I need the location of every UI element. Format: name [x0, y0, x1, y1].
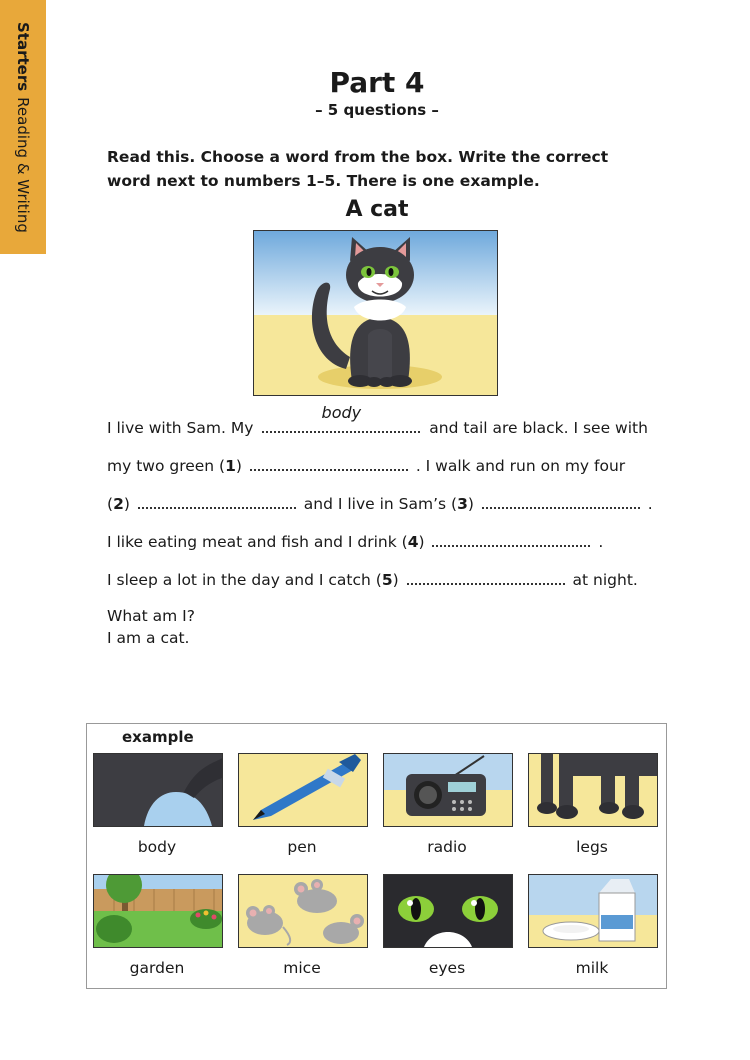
picture-garden — [93, 874, 223, 948]
story-text: I like eating meat and fish and I drink ( — [107, 533, 408, 551]
picture-legs — [528, 753, 658, 827]
story-line-5: I sleep a lot in the day and I catch (5) at night. — [107, 571, 638, 589]
picture-eyes — [383, 874, 513, 948]
word-label: pen — [287, 838, 317, 856]
word-label: body — [137, 838, 177, 856]
picture-milk — [528, 874, 658, 948]
picture-radio — [383, 753, 513, 827]
story-line-1 — [107, 403, 648, 437]
picture-body — [93, 753, 223, 827]
word-label: radio — [427, 838, 467, 856]
level-label: Starters — [14, 22, 32, 92]
word-label: mice — [283, 959, 321, 977]
story-text: I live with Sam. My — [107, 419, 254, 437]
question-number: 4 — [407, 533, 419, 551]
picture-pen — [238, 753, 368, 827]
instructions: Read this. Choose a word from the box. Write the correct word next to numbers 1–5. There is one example. — [107, 148, 609, 190]
question-number: 3 — [457, 495, 468, 513]
side-tab-text — [14, 22, 32, 233]
story-question: What am I? — [107, 607, 195, 625]
side-tab — [0, 0, 46, 254]
part-subtitle: – 5 questions – — [315, 101, 439, 119]
story-text: I sleep a lot in the day and I catch ( — [107, 571, 382, 589]
story-line-4: I like eating meat and fish and I drink (4) . — [107, 533, 604, 551]
word-label: garden — [129, 959, 185, 977]
example-answer-blank — [262, 403, 420, 433]
section-label: Reading & Writing — [14, 97, 32, 233]
story-line-3: (2) and I live in Sam’s (3) . — [107, 495, 653, 513]
answer-blank-3[interactable] — [482, 493, 640, 509]
word-label: milk — [575, 959, 609, 977]
word-label: legs — [576, 838, 608, 856]
story-text: my two green ( — [107, 457, 226, 475]
question-number: 2 — [113, 495, 124, 513]
example-label: example — [122, 728, 194, 746]
answer-blank-4[interactable] — [432, 531, 590, 547]
example-answer: body — [321, 403, 362, 422]
word-box — [86, 723, 667, 989]
story-text: and tail are black. I see with — [429, 419, 648, 437]
story-text: and I live in Sam’s ( — [303, 495, 458, 513]
question-number: 5 — [381, 571, 393, 589]
part-title: Part 4 — [329, 66, 425, 99]
cat-picture — [253, 230, 498, 396]
answer-blank-2[interactable] — [138, 493, 296, 509]
question-number: 1 — [225, 457, 236, 475]
story-answer: I am a cat. — [107, 629, 190, 647]
answer-blank-1[interactable] — [250, 455, 408, 471]
story-text: . I walk and run on my four — [415, 457, 626, 475]
story-text: at night. — [572, 571, 638, 589]
word-label: eyes — [428, 959, 466, 977]
story-line-2: my two green (1) . I walk and run on my four — [107, 457, 626, 475]
picture-mice — [238, 874, 368, 948]
story-title: A cat — [345, 197, 409, 222]
answer-blank-5[interactable] — [407, 569, 565, 585]
